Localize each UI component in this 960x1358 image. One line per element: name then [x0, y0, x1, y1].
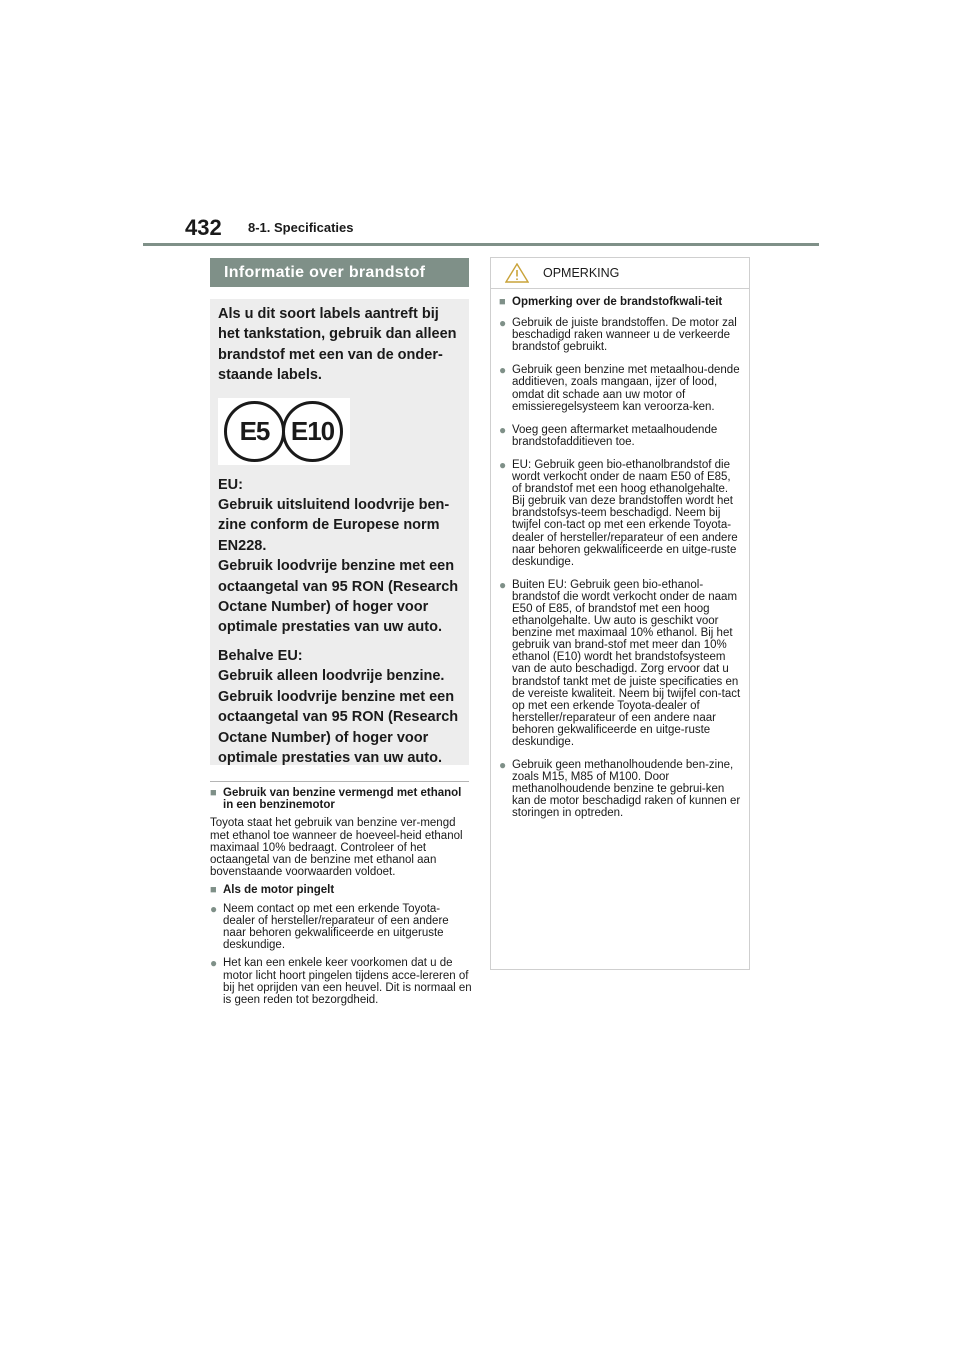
circle-bullet-icon: ● [210, 901, 218, 916]
circle-bullet-icon: ● [210, 956, 218, 971]
list-item [499, 424, 741, 448]
left-rule [210, 781, 469, 782]
list-item-text: Het kan een enkele keer voorkomen dat u de motor licht hoort pingelen tijdens acce-lereren of bij het oprijden van een heuvel. Dit is normaal en is geen reden tot bezorgdheid. [223, 957, 472, 1007]
fuel-info-non-eu: Behalve EU: Gebruik alleen loodvrije benzine. Gebruik loodvrije benzine met een octaangetal van 95 RON (Research Octane Number) of hoger voor optimale prestaties van uw auto. [218, 647, 459, 766]
list-item-text: Buiten EU: Gebruik geen bio-ethanol-brandstof die wordt verkocht onder de naam E50 of E85, of brandstof met een hoog ethanolgehalte. Uw auto is geschikt voor benzine met maximaal 10% ethanol. Bij het gebruik van brand-stof met meer dan 10% ethanol (E10) wordt het brandstofsysteem van de auto beschadigd. Zorg ervoor dat u brandstof tankt met de juiste specificaties en de vereiste kwaliteit. Neem bij twijfel con-tact op met een erkende Toyota-dealer of hersteller/reparateur of een andere naar behoren gekwalificeerde en uitge-ruste deskundige. [512, 578, 741, 748]
circle-bullet-icon: ● [499, 577, 507, 592]
header-rule [143, 243, 819, 246]
fuel-labels-image [218, 398, 350, 465]
note-box [490, 257, 750, 970]
circle-bullet-icon: ● [499, 316, 507, 331]
list-item [210, 957, 472, 1006]
fuel-info-eu: EU: Gebruik uitsluitend loodvrije ben-zine conform de Europese norm EN228. Gebruik loodvrije benzine met een octaangetal van 95 RON (Research Octane Number) of hoger voor optimale prestaties van uw auto. [218, 476, 459, 636]
left-column [210, 787, 472, 1012]
circle-bullet-icon: ● [499, 422, 507, 437]
note-heading-text: Opmerking over de brandstofkwali-teit [512, 296, 723, 308]
list-item-text: Gebruik geen benzine met metaalhou-dende additieven, zoals mangaan, ijzer of lood, omdat dit schade aan uw motor of emissieregelsysteem kan veroorza-ken. [512, 364, 740, 413]
note-body [491, 289, 749, 820]
fuel-info-intro: Als u dit soort labels aantreft bij het tankstation, gebruik dan alleen brandstof met een van de onder-staande labels. [218, 306, 457, 384]
note-heading [499, 296, 741, 308]
list-item-text: EU: Gebruik geen bio-ethanolbrandstof die wordt verkocht onder de naam E50 of E85, of brandstof met een hoog ethanolgehalte. Bij gebruik van deze brandstoffen wordt het brandstofsys-teem beschadigd. Neem bij twijfel con-tact op met een erkende Toyota-dealer of hersteller/reparateur of een andere naar behoren gekwalificeerde en uitge-ruste deskundige. [512, 458, 738, 568]
list-item-text: Gebruik de juiste brandstoffen. De motor zal beschadigd raken wanneer u de verkeerde brandstof gebruikt. [512, 317, 737, 354]
warning-icon [505, 263, 529, 283]
ethanol-text: Toyota staat het gebruik van benzine ver-mengd met ethanol toe wanneer de hoeveel-heid ethanol maximaal 10% bedraagt. Controleer of het octaangetal van de benzine met ethanol aan bovenstaande voorwaarden voldoet. [210, 817, 463, 879]
note-title: OPMERKING [543, 266, 620, 280]
fuel-info-box [210, 299, 469, 765]
square-bullet-icon: ■ [499, 296, 506, 308]
list-item [499, 579, 741, 748]
note-header [491, 258, 749, 289]
circle-bullet-icon: ● [499, 758, 507, 773]
knock-heading-text: Als de motor pingelt [223, 884, 335, 897]
list-item [499, 759, 741, 819]
list-item-text: Neem contact op met een erkende Toyota-dealer of hersteller/reparateur of een andere naar behoren gekwalificeerde en uitgeruste deskundige. [223, 902, 449, 952]
list-item [499, 459, 741, 568]
list-item [210, 903, 472, 952]
label-e5-icon: E5 [224, 401, 285, 462]
ethanol-heading [210, 787, 472, 811]
list-item-text: Voeg geen aftermarket metaalhoudende brandstofadditieven toe. [512, 423, 718, 448]
fuel-info-heading: Informatie over brandstof [210, 258, 469, 287]
label-e10-icon: E10 [282, 401, 343, 462]
list-item [499, 364, 741, 412]
section-title: 8-1. Specificaties [248, 220, 354, 235]
ethanol-heading-text: Gebruik van benzine vermengd met ethanol in een benzinemotor [223, 787, 462, 812]
circle-bullet-icon: ● [499, 363, 507, 378]
square-bullet-icon: ■ [210, 884, 217, 897]
knock-heading [210, 884, 472, 896]
list-item [499, 317, 741, 353]
square-bullet-icon: ■ [210, 787, 217, 799]
circle-bullet-icon: ● [499, 457, 507, 472]
page-number: 432 [185, 215, 222, 240]
list-item-text: Gebruik geen methanolhoudende ben-zine, zoals M15, M85 of M100. Door methanolhoudende benzine te gebrui-ken kan de motor beschadigd raken of kunnen er storingen in optreden. [512, 759, 741, 820]
